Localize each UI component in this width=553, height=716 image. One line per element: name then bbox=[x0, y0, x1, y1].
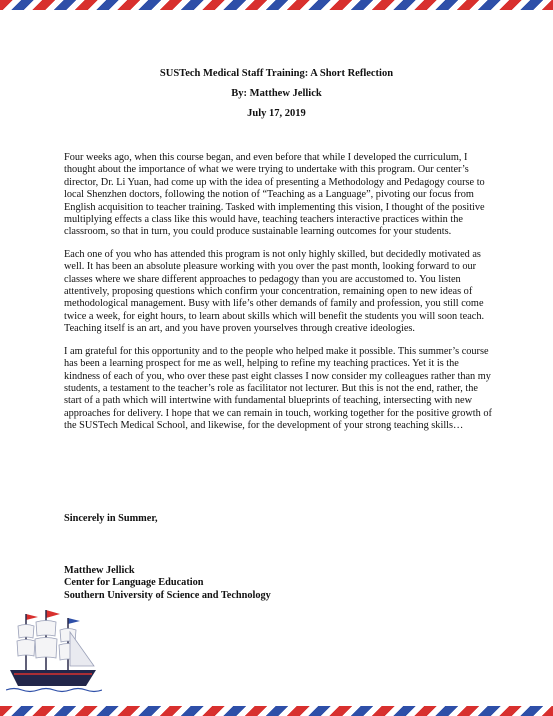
letter-body bbox=[64, 152, 494, 443]
paragraph-1: Four weeks ago, when this course began, and even before that while I developed the curriculum, I thought about the importance of what we were trying to undertake with this program. Our center’s director, Dr. Li Yuan, had come up with the idea of presenting a Methodology and Pedagogy course to local Shenzhen doctors, following the notion of “Teaching as a Language”, pivoting our focus from English acquisition to teacher training. Tasked with implementing this vision, I thought of the positive multiplying effects a class like this would have, teaching teachers interactive practices within the classroom, so that in turn, you could produce sustainable learning outcomes for your students. bbox=[64, 152, 485, 238]
sailing-ship-icon bbox=[6, 608, 102, 701]
paragraph-2: Each one of you who has attended this program is not only highly skilled, but decidedly motivated as well. It has been an absolute pleasure working with you over the past month, looking forward to our classes where we share different approaches to pedagogy than you are accustomed to. You listen attentively, proposing questions which confirm your concentration, remaining open to new ideas of methodological management. Busy with life’s other demands of family and profession, you still come twice a week, for eight hours, to learn about skills which will benefit the students you will soon teach. Teaching itself is an art, and you have proven yourselves through creative ideologies. bbox=[64, 248, 485, 335]
letter-title: SUSTech Medical Staff Training: A Short Reflection bbox=[159, 68, 394, 79]
letter-date: July 17, 2019 bbox=[247, 108, 306, 119]
airmail-border-bottom bbox=[0, 706, 553, 716]
author-line: By: Matthew Jellick bbox=[231, 88, 322, 99]
signature-institution: Southern University of Science and Technology bbox=[64, 589, 271, 601]
paragraph-3: I am grateful for this opportunity and to the people who helped make it possible. This summer’s course has been a learning prospect for me as well, helping to refine my teaching practices. Yet it is the kindness of each of you, who over these past eight classes I now consider my colleagues rather than my students, a testament to the teacher’s role as facilitator not lecturer. But this is not the end, rather, the start of a path which will intertwine with fundamental blueprints of teaching, intersecting with new approaches for delivery. I hope that we can remain in touch, working together for the positive growth of the SUSTech Medical School, and likewise, for the development of your strong teaching skills… bbox=[64, 345, 492, 432]
closing-line: Sincerely in Summer, bbox=[64, 513, 158, 524]
airmail-border-top bbox=[0, 0, 553, 10]
signature-name: Matthew Jellick bbox=[64, 565, 135, 576]
signature-block bbox=[64, 565, 271, 602]
signature-department: Center for Language Education bbox=[64, 577, 204, 589]
